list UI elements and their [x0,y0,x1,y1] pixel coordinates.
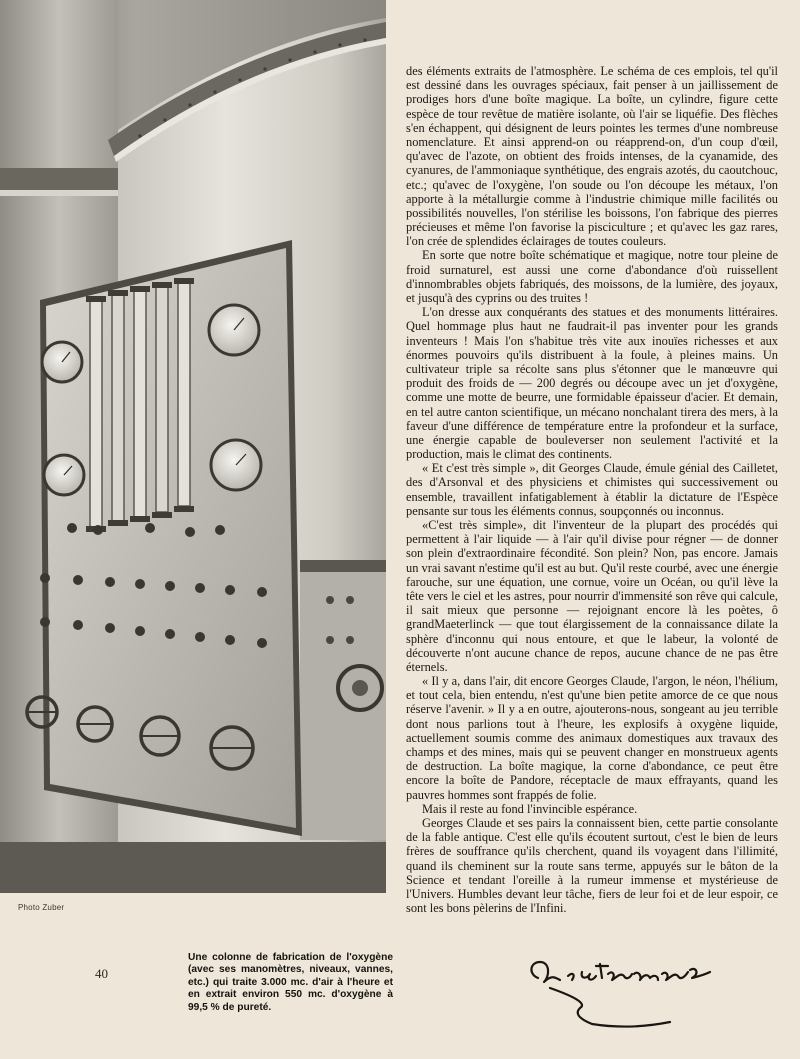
author-signature [520,944,720,1036]
article-paragraph: « Et c'est très simple », dit Georges Claude, émule génial des Cailletet, des d'Arsonval et des physiciens et chimistes qui successivement ou ensemble, travaillent infatigablement à établir la dictature de l'Espèce pensante sur tous les éléments connus, soupçonnés ou inconnus. [406,461,778,518]
article-paragraph: L'on dresse aux conquérants des statues et des monuments littéraires. Quel hommage plus haut ne faudrait-il pas inventer pour les grands inventeurs ! Mais l'on s'habitue très vite aux inouïes richesses et aux énormes pouvoirs qu'ils distribuent à la foule, à pleines mains. Un cultivateur triple sa récolte sans plus s'étonner que le manœuvre qui produit des froids de — 200 degrés ou découpe avec un jet d'oxygène, comme une motte de beurre, une formidable épaisseur d'acier. Et demain, en tel autre canton scientifique, un mécano nonchalant tirera des mers, à la faveur d'une différence de température entre la profondeur et la surface, une énergie capable de bouleverser non seulement l'activité et la production, mais le climat des continents. [406,305,778,462]
photo-credit: Photo Zuber [18,903,65,912]
article-paragraph: «C'est très simple», dit l'inventeur de la plupart des procédés qui permettent à l'air liquide — à l'air qu'il divise pour régner — de donner son plein d'extraordinaire fécondité. Son plein? Non, pas encore. Jamais un vrai savant n'estime qu'il est au but. Qu'il reste courbé, avec une énergie farouche, sur une équation, une cornue, voire un Océan, ou qu'il lève la tête vers le ciel et les astres, pour nourrir d'immensité son rêve qui calcule, il sait mieux que personne — rejoignant encore là les poètes, ô grandMaeterlinck — que tout élargissement de la connaissance dilate la sphère d'inconnu qui nous entoure, et que le labeur, la volonté de découverte n'ont aucune chance de repos, aucune chance de ne pas être éternels. [406,518,778,674]
article-paragraph: « Il y a, dans l'air, dit encore Georges Claude, l'argon, le néon, l'hélium, et tout cela, bien entendu, n'est qu'une bien petite amorce de ce que nous réserve l'avenir. » Il y a en outre, ajouterons-nous, songeant au jeu terrible dont nous parlions tout à l'heure, les explosifs à oxygène liquide, actuellement soumis comme des animaux domestiques aux travaux des champs et des mines, mais qui se peuvent changer en monstrueux agents de destruction. La boîte magique, la corne d'abondance, ce peut être encore la boîte de Pandore, réceptacle de maux effrayants, quand les pauvres hommes sont frappés de folie. [406,674,778,802]
page-number: 40 [95,966,108,981]
photo-caption: Une colonne de fabrication de l'oxygène (avec ses manomètres, niveaux, vannes, etc.) qui traite 3.000 mc. d'air à l'heure et en extrait environ 550 mc. d'oxygène à 99,5 % de pureté. [188,952,393,1013]
article-paragraph: En sorte que notre boîte schématique et magique, notre tour pleine de froid surnaturel, est aussi une corne d'abondance d'où ruissellent d'innombrables objets fabriqués, des moissons, de la lumière, des joyaux, et jusqu'à des cyprins ou des truites ! [406,248,778,305]
article-paragraph: des éléments extraits de l'atmosphère. Le schéma de ces emplois, tel qu'il est dessiné dans les ouvrages spéciaux, fait penser à un jaillissement de prodiges hors d'une boîte magique. La boîte, un cylindre, figure cette espèce de tour revêtue de matière isolante, où l'air se liquéfie. Des flèches s'en échappent, qui désignent de leurs pointes les termes d'une nombreuse nomenclature. Et ainsi apprend-on ou réapprend-on, d'un coup d'œil, qu'avec de l'azote, on obtient des froids intenses, de la cyanamide, des cyanures, de l'ammoniaque synthétique, des engrais azotés, du caoutchouc, etc.; qu'avec de l'oxygène, l'on soude ou l'on découpe les métaux, l'on apporte à la métallurgie comme à l'industrie chimique mille facilités ou possibilités nouvelles, l'on stérilise les boissons, l'on fabrique des pierres précieuses et même l'on favorise la pisciculture ; et qu'avec les gaz rares, l'on crée de splendides éclairages de toutes couleurs. [406,64,778,249]
article-paragraph: Mais il reste au fond l'invincible espérance. [422,801,638,816]
article-body [406,64,778,915]
oxygen-column-photo [0,0,386,893]
article-paragraph: Georges Claude et ses pairs la connaissent bien, cette partie consolante de la fable antique. C'est elle qu'ils écoutent surtout, c'est le bien de leurs frères de souffrance qu'ils cherchent, quand ils voyagent dans l'illimité, quand ils cheminent sur la route sans terme, appuyés sur le bâton de la Science et tendant l'oreille à la rumeur immense et mystérieuse de l'Univers. Humbles devant leur tâche, fiers de leur foi et de leur espoir, ce sont les bons pèlerins de l'Infini. [406,815,778,916]
